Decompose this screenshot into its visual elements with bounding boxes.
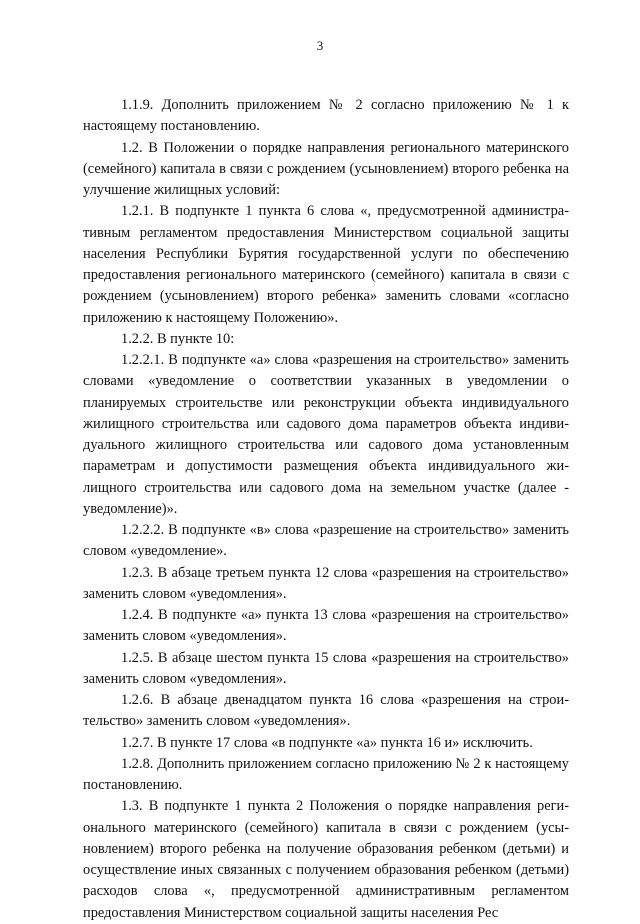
paragraph-1-2-7: 1.2.7. В пункте 17 слова «в подпункте «а» пункта 16 и» исключить. (121, 734, 533, 751)
paragraph-1-2-2-1: 1.2.2.1. В подпункте «а» слова «разрешения на строительство» заменить словами «уведомление о соответствии указанных в уведомлении о планируемых строительстве или реконструкции объекта индивидуального жилищного строительства или садового дома параметров объекта индивидуального жилищного строительства или садового дома установленным параметрам и допустимости размещения объекта индивидуального жилищного строительства или садового дома на земельном участке (далее - уведомление)». (83, 352, 569, 517)
paragraph-1-2-2-2: 1.2.2.2. В подпункте «в» слова «разрешение на строительство» заменить словом «уведомление». (83, 522, 569, 560)
paragraph-1-3: 1.3. В подпункте 1 пункта 2 Положения о порядке направления регионального материнского (семейного) капитала в связи с рождением (усыновлением) второго ребенка на получение образования ребенком (детьми) и осуществление иных связанных с получением образования ребенком (детьми) расходов слова «, предусмотренной административным регламентом предоставления Министерством социальной защиты населения Рес (83, 798, 569, 921)
paragraph-1-2-3: 1.2.3. В абзаце третьем пункта 12 слова «разрешения на строительство» заменить словом «уведомления». (83, 564, 569, 602)
paragraph-1-2-5: 1.2.5. В абзаце шестом пункта 15 слова «разрешения на строительство» заменить словом «уведомления». (83, 649, 569, 687)
paragraph-1-2-4: 1.2.4. В подпункте «а» пункта 13 слова «разрешения на строительство» заменить словом «уведомления». (83, 607, 569, 645)
paragraph-1-2-6: 1.2.6. В абзаце двенадцатом пункта 16 слова «разрешения на строительство» заменить словом «уведомления». (83, 692, 569, 730)
paragraph-1-2: 1.2. В Положении о порядке направления регионального материнского (семейного) капитала в связи с рождением (усыновлением) второго ребенка на улучшение жилищных условий: (83, 139, 569, 198)
paragraph-1-2-2: 1.2.2. В пункте 10: (121, 330, 235, 347)
paragraph-1-1-9: 1.1.9. Дополнить приложением № 2 согласно приложению № 1 к настоящему постановлению. (83, 97, 569, 135)
document-body (83, 95, 569, 924)
paragraph-1-2-1: 1.2.1. В подпункте 1 пункта 6 слова «, предусмотренной административным регламентом предоставления Министерством социальной защиты населения Республики Бурятия государственной услуги по обеспечению предоставления регионального материнского (семейного) капитала в связи с рождением (усыновлением) второго ребенка» заменить словами «согласно приложению к настоящему Положению». (83, 203, 569, 326)
page-number: 3 (316, 38, 324, 53)
paragraph-1-2-8: 1.2.8. Дополнить приложением согласно приложению № 2 к настоящему постановлению. (83, 755, 569, 793)
